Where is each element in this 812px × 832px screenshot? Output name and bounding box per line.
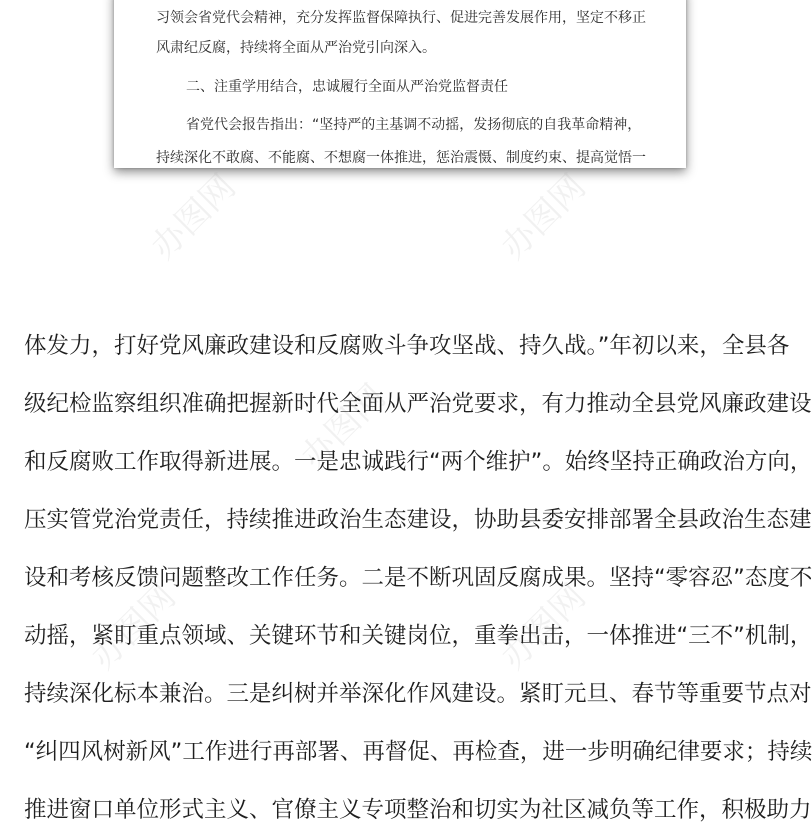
body-line-1: 体发力，打好党风廉政建设和反腐败斗争攻坚战、持久战。”年初以来，全县各 [24, 333, 790, 359]
body-line-7: 持续深化标本兼治。三是纠树并举深化作风建设。紧盯元旦、春节等重要节点对 [24, 681, 812, 707]
watermark-text: 办图网 [83, 576, 184, 678]
watermark-text: 办图网 [493, 576, 594, 678]
preview-line-1: 习领会省党代会精神，充分发挥监督保障执行、促进完善发展作用，坚定不移正 [156, 10, 646, 26]
watermark-text: 办图网 [293, 376, 394, 478]
body-line-6: 动摇，紧盯重点领域、关键环节和关键岗位，重拳出击，一体推进“三不”机制， [24, 623, 812, 649]
body-line-9: 推进窗口单位形式主义、官僚主义专项整治和切实为社区减负等工作，积极助力 [24, 797, 812, 823]
preview-line-2: 风肃纪反腐，持续将全面从严治党引向深入。 [156, 40, 436, 56]
body-line-8: “纠四风树新风”工作进行再部署、再督促、再检查，进一步明确纪律要求；持续 [24, 739, 812, 765]
watermark-text: 办图网 [143, 166, 244, 268]
watermark-text: 办图网 [493, 166, 594, 268]
body-line-2: 级纪检监察组织准确把握新时代全面从严治党要求，有力推动全县党风廉政建设 [24, 391, 812, 417]
body-line-4: 压实管党治党责任，持续推进政治生态建设，协助县委安排部署全县政治生态建 [24, 507, 812, 533]
document-preview-card [114, 0, 686, 168]
preview-line-5: 持续深化不敢腐、不能腐、不想腐一体推进，惩治震慑、制度约束、提高觉悟一 [156, 150, 646, 166]
body-line-3: 和反腐败工作取得新进展。一是忠诚践行“两个维护”。始终坚持正确政治方向， [24, 449, 812, 475]
body-line-5: 设和考核反馈问题整改工作任务。二是不断巩固反腐成果。坚持“零容忍”态度不 [24, 565, 812, 591]
preview-section-heading: 二、注重学用结合，忠诚履行全面从严治党监督责任 [186, 79, 508, 95]
preview-line-4: 省党代会报告指出：“坚持严的主基调不动摇，发扬彻底的自我革命精神， [186, 117, 642, 133]
